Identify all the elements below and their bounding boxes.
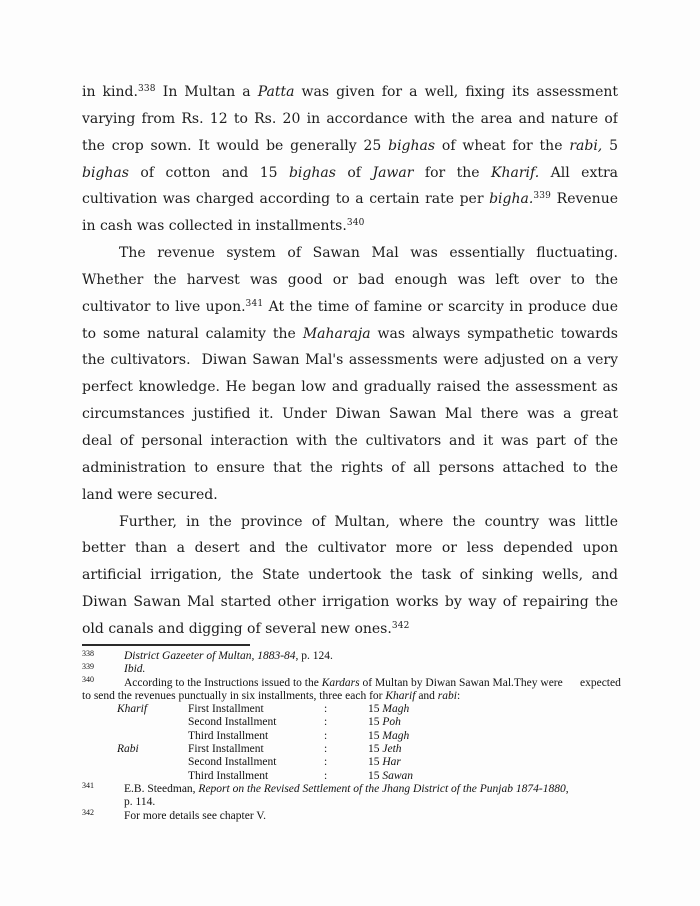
installment-colon: : xyxy=(324,729,328,742)
installment-label: First Installment xyxy=(188,703,264,716)
body-line: to some natural calamity the Maharaja was always sympathetic towards xyxy=(82,325,618,342)
body-line: in kind.$^{338}$ In Multan a Patta was given for a well, fixing its assessment xyxy=(82,84,618,100)
footnote-number: 339 xyxy=(82,661,94,671)
footnote: $^{341}$ E.B. Steedman, Report on the Revised Settlement of the Jhang District of the Punjab 1874-1880, xyxy=(82,781,569,795)
body-line: Further, in the province of Multan, where the country was little xyxy=(119,513,618,530)
installment-label: Third Installment xyxy=(188,769,269,782)
installment-month: Poh xyxy=(382,716,401,729)
footnote-marker: 338 xyxy=(137,84,156,94)
installment-month: Sawan xyxy=(382,769,414,782)
installment-row xyxy=(82,730,636,743)
footnote-number: 338 xyxy=(82,648,94,658)
footnote: $^{338}$ District Gazeeter of Multan, 1883-84, p. 124. xyxy=(82,648,333,662)
footnote-marker: 340 xyxy=(346,218,365,229)
body-line: Diwan Sawan Mal started other irrigation works by way of repairing the xyxy=(82,594,618,611)
installment-label: Second Installment xyxy=(188,756,277,769)
installment-colon: : xyxy=(324,743,328,756)
body-line: the cultivators. Diwan Sawan Mal's assessments were adjusted on a very xyxy=(82,352,618,369)
body-text xyxy=(82,79,618,643)
body-line: the crop sown. It would be generally 25 bighas of wheat for the rabi, 5 xyxy=(82,137,618,154)
footnote-separator xyxy=(82,644,250,646)
footnote-marker: 339 xyxy=(533,191,552,202)
footnote-marker: 341 xyxy=(245,298,264,309)
installment-row xyxy=(82,703,636,716)
footnote: $^{339}$ Ibid. xyxy=(82,661,146,676)
installment-colon: : xyxy=(324,703,328,716)
body-line: perfect knowledge. He began low and gradually raised the assessment as xyxy=(82,379,618,396)
installment-value: 15 xyxy=(368,729,383,742)
body-line: Whether the harvest was good or bad enough was left over to the xyxy=(82,271,618,288)
installment-row xyxy=(82,716,636,729)
installment-value: 15 xyxy=(368,703,383,716)
installment-row xyxy=(82,743,636,756)
footnote-number: 342 xyxy=(82,808,94,818)
installment-colon: : xyxy=(324,769,328,782)
body-line: varying from Rs. 12 to Rs. 20 in accordance with the area and nature of xyxy=(82,110,618,127)
footnote-number: 340 xyxy=(82,675,94,685)
installment-colon: : xyxy=(324,716,328,729)
installment-month: Magh xyxy=(382,703,410,716)
body-line: cultivator to live upon.$^{341}$ At the time of famine or scarcity in produce due xyxy=(82,298,618,315)
installment-value: 15 xyxy=(368,743,383,756)
installment-season: Kharif xyxy=(117,703,148,716)
footnotes xyxy=(82,644,636,823)
body-line: administration to ensure that the rights of all persons attached to the xyxy=(82,459,618,476)
installment-row xyxy=(82,756,636,769)
installment-month: Magh xyxy=(382,729,410,742)
installment-season: Rabi xyxy=(117,743,139,756)
installment-month: Har xyxy=(382,756,401,769)
body-line: deal of personal interaction with the cultivators and it was part of the xyxy=(82,432,618,449)
installment-label: Third Installment xyxy=(188,729,269,742)
body-line: The revenue system of Sawan Mal was essentially fluctuating. xyxy=(119,245,618,262)
body-line: artificial irrigation, the State undertook the task of sinking wells, and xyxy=(82,567,618,584)
installment-label: Second Installment xyxy=(188,716,277,729)
body-line: old canals and digging of several new ones.$^{342}$ xyxy=(82,620,410,637)
installment-month: Jeth xyxy=(382,743,402,756)
body-line: circumstances justified it. Under Diwan Sawan Mal there was a great xyxy=(82,406,618,423)
footnote-number: 341 xyxy=(82,781,94,791)
installment-row xyxy=(82,770,636,783)
installment-value: 15 xyxy=(368,769,383,782)
body-line: cultivation was charged according to a certain rate per bigha.$^{339}$ Revenue xyxy=(82,191,618,208)
footnote-marker: 342 xyxy=(391,620,410,631)
installment-value: 15 xyxy=(368,716,383,729)
footnote: $^{340}$ According to the Instructions issued to the Kardars of Multan by Diwan Sawan Mal.They were expected xyxy=(82,675,621,689)
body-line: in cash was collected in installments.$^{340}$ xyxy=(82,218,365,235)
installment-colon: : xyxy=(324,756,328,769)
body-line: bighas of cotton and 15 bighas of Jawar for the Kharif. All extra xyxy=(82,164,618,181)
footnote-continuation: to send the revenues punctually in six installments, three each for Kharif and rabi: xyxy=(82,689,461,702)
footnote-continuation: p. 114. xyxy=(124,796,156,809)
installment-value: 15 xyxy=(368,756,383,769)
body-line: land were secured. xyxy=(82,486,218,503)
footnote: $^{342}$ For more details see chapter V. xyxy=(82,808,267,822)
installment-label: First Installment xyxy=(188,743,264,756)
body-line: better than a desert and the cultivator more or less depended upon xyxy=(82,540,618,557)
footnote-list xyxy=(82,650,636,823)
